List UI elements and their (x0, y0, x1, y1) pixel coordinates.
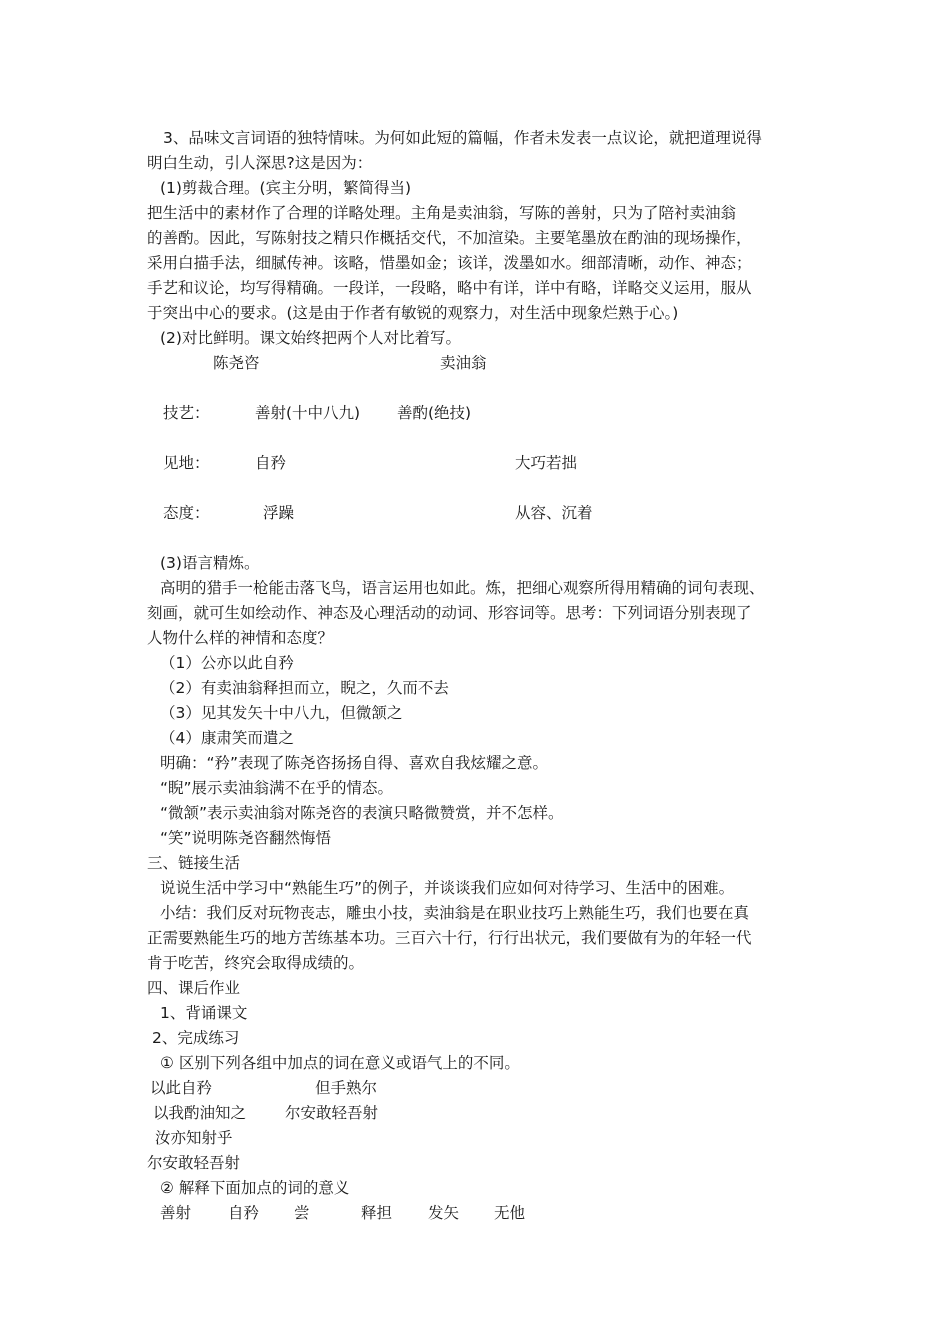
section-heading: 四、课后作业 (147, 979, 241, 997)
answer-line: 明确：“矜”表现了陈尧咨扬扬自得、喜欢自我炫耀之意。 (160, 754, 549, 772)
paragraph-line: 于突出中心的要求。(这是由于作者有敏锐的观察力，对生活中现象烂熟于心。) (147, 304, 679, 322)
paragraph-line: 说说生活中学习中“熟能生巧”的例子，并谈谈我们应如何对待学习、生活中的困难。 (160, 879, 735, 897)
compare-value: 善射(十中八九) (255, 404, 361, 422)
paragraph-line: 的善酌。因此，写陈射技之精只作概括交代，不加渲染。主要笔墨放在酌油的现场操作， (147, 229, 752, 247)
vocab-word: 自矜 (228, 1204, 260, 1222)
vocab-word: 发矢 (428, 1204, 460, 1222)
list-item: （4）康肃笑而遣之 (160, 729, 294, 747)
compare-value: 从容、沉着 (515, 504, 593, 522)
vocab-word: 尝 (294, 1204, 310, 1222)
exercise-item: 尔安敢轻吾射 (147, 1154, 241, 1172)
section-heading: 3、品味文言词语的独特情味。为何如此短的篇幅，作者未发表一点议论，就把道理说得 (163, 129, 762, 147)
paragraph-line: 人物什么样的神情和态度？ (147, 629, 334, 647)
paragraph-line: 手艺和议论，均写得精确。一段详，一段略，略中有详，详中有略，详略交义运用，服从 (147, 279, 752, 297)
subheading-1: (1)剪裁合理。(宾主分明，繁简得当) (160, 179, 412, 197)
paragraph-line: 肯于吃苦，终究会取得成绩的。 (147, 954, 365, 972)
answer-line: “微颔”表示卖油翁对陈尧咨的表演只略微赞赏，并不怎样。 (160, 804, 564, 822)
list-item: （3）见其发矢十中八九，但微颔之 (160, 704, 403, 722)
compare-label: 见地： (163, 454, 210, 472)
exercise-question: ① 区别下列各组中加点的词在意义或语气上的不同。 (160, 1054, 520, 1072)
paragraph-line: 刻画，就可生如绘动作、神态及心理活动的动词、形容词等。思考：下列词语分别表现了 (147, 604, 752, 622)
list-item: （1）公亦以此自矜 (160, 654, 294, 672)
exercise-item: 以此自矜 (150, 1079, 213, 1097)
exercise-item: 以我酌油知之 (153, 1104, 247, 1122)
subheading-3: (3)语言精炼。 (160, 554, 260, 572)
homework-task: 2、完成练习 (152, 1029, 240, 1047)
compare-value: 自矜 (255, 454, 287, 472)
exercise-item: 但手熟尔 (315, 1079, 378, 1097)
paragraph-line: 小结：我们反对玩物丧志，雕虫小技，卖油翁是在职业技巧上熟能生巧，我们也要在真 (160, 904, 750, 922)
vocab-word: 善射 (160, 1204, 192, 1222)
compare-label: 态度： (163, 504, 210, 522)
section-heading: 三、链接生活 (147, 854, 241, 872)
compare-col-head: 卖油翁 (440, 354, 487, 372)
compare-col-head: 陈尧咨 (213, 354, 260, 372)
paragraph-line: 把生活中的素材作了合理的详略处理。主角是卖油翁，写陈的善射，只为了陪衬卖油翁 (147, 204, 737, 222)
compare-label: 技艺： (163, 404, 210, 422)
exercise-item: 尔安敢轻吾射 (285, 1104, 379, 1122)
compare-value: 善酌(绝技) (397, 404, 472, 422)
compare-value: 大巧若拙 (515, 454, 578, 472)
paragraph-line: 采用白描手法，细腻传神。该略，惜墨如金；该详，泼墨如水。细部清晰，动作、神态； (147, 254, 752, 272)
vocab-word: 释担 (361, 1204, 393, 1222)
vocab-word: 无他 (494, 1204, 526, 1222)
homework-task: 1、背诵课文 (160, 1004, 248, 1022)
list-item: （2）有卖油翁释担而立，睨之，久而不去 (160, 679, 449, 697)
subheading-2: (2)对比鲜明。课文始终把两个人对比着写。 (160, 329, 461, 347)
compare-value: 浮躁 (263, 504, 295, 522)
exercise-question: ② 解释下面加点的词的意义 (160, 1179, 350, 1197)
answer-line: “睨”展示卖油翁满不在乎的情态。 (160, 779, 394, 797)
section-heading-cont: 明白生动，引人深思?这是因为： (147, 154, 373, 172)
exercise-item: 汝亦知射乎 (155, 1129, 233, 1147)
answer-line: “笑”说明陈尧咨翻然悔悟 (160, 829, 332, 847)
paragraph-line: 正需要熟能生巧的地方苦练基本功。三百六十行，行行出状元，我们要做有为的年轻一代 (147, 929, 752, 947)
paragraph-line: 高明的猎手一枪能击落飞鸟，语言运用也如此。炼，把细心观察所得用精确的词句表现、 (160, 579, 765, 597)
